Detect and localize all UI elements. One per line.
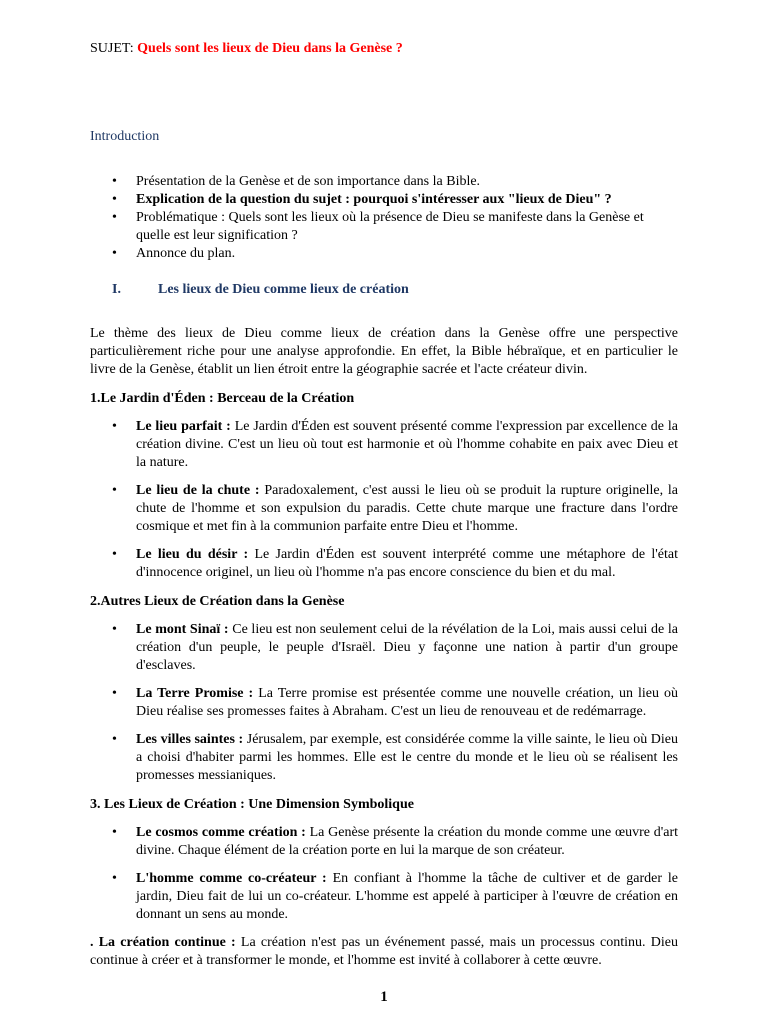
bullet-icon: • — [112, 732, 117, 747]
bullet-icon: • — [112, 622, 117, 637]
bullet-icon: • — [112, 483, 117, 498]
introduction-list — [90, 173, 678, 263]
list-item: • Présentation de la Genèse et de son importance dans la Bible. — [112, 174, 481, 189]
document-page — [90, 40, 678, 970]
list-item: • La Terre Promise : La Terre promise est présentée comme une nouvelle création, un lieu où Dieu réalise ses promesses faites à Abraham. C'est un lieu de renouveau et de redémarrage. — [112, 686, 678, 719]
list-item: • Explication de la question du sujet : pourquoi s'intéresser aux "lieux de Dieu" ? — [112, 192, 612, 207]
subsection-heading-2: 2.Autres Lieux de Création dans la Genèse — [90, 594, 345, 609]
subsection-heading-3: 3. Les Lieux de Création : Une Dimension Symbolique — [90, 797, 414, 812]
bullet-icon: • — [112, 686, 117, 701]
section-title: Les lieux de Dieu comme lieux de création — [158, 282, 409, 297]
bullet-icon: • — [112, 246, 117, 261]
bullet-icon: • — [112, 210, 117, 225]
introduction-heading: Introduction — [90, 129, 160, 144]
page-number: 1 — [380, 989, 388, 1005]
list-item: • Le lieu parfait : Le Jardin d'Éden est souvent présenté comme l'expression par excellence de la création divine. C'est un lieu où tout est harmonie et où l'homme cohabite en paix avec Dieu et la nature. — [112, 419, 678, 470]
list-item: • Les villes saintes : Jérusalem, par exemple, est considérée comme la ville sainte, le lieu où Dieu a choisi d'habiter parmi les hommes. Elle est le centre du monde et le lieu où se réalisent les promesses messianiques. — [112, 732, 678, 783]
subject-line — [90, 40, 678, 58]
closing-paragraph: . La création continue : La création n'est pas un événement passé, mais un processus continu. Dieu continue à créer et à transformer le monde, et l'homme est invité à collaborer à cette œuvre. — [90, 935, 678, 968]
subject-question: Quels sont les lieux de Dieu dans la Genèse ? — [137, 41, 403, 56]
list-item: • L'homme comme co-créateur : En confiant à l'homme la tâche de cultiver et de garder le jardin, Dieu fait de lui un co-créateur. L'homme est appelé à participer à l'œuvre de création en donnant un sens au monde. — [112, 871, 678, 922]
list-item: • Problématique : Quels sont les lieux où la présence de Dieu se manifeste dans la Genèse et quelle est leur signification ? — [112, 210, 644, 243]
bullet-icon: • — [112, 192, 117, 207]
section-number: I. — [112, 282, 121, 297]
section-intro-paragraph: Le thème des lieux de Dieu comme lieux de création dans la Genèse offre une perspective particulièrement riche pour une analyse approfondie. En effet, la Bible hébraïque, et en particulier le livre de la Genèse, établit un lien étroit entre la géographie sacrée et l'acte créateur divin. — [90, 326, 678, 377]
bullet-icon: • — [112, 419, 117, 434]
list-item: • Le lieu du désir : Le Jardin d'Éden est souvent interprété comme une métaphore de l'état d'innocence originel, un lieu où l'homme n'a pas encore conscience du bien et du mal. — [112, 547, 678, 580]
subsection-list-1 — [90, 418, 678, 582]
list-item: • Le lieu de la chute : Paradoxalement, c'est aussi le lieu où se produit la rupture originelle, la chute de l'homme et son expulsion du paradis. Cette chute marque une fracture dans l'ordre cosmique et met fin à la communion parfaite entre Dieu et l'homme. — [112, 483, 678, 534]
list-item: • Le cosmos comme création : La Genèse présente la création du monde comme une œuvre d'art divine. Chaque élément de la création porte en lui la marque de son créateur. — [112, 825, 679, 858]
bullet-icon: • — [112, 825, 117, 840]
subsection-list-2 — [90, 621, 678, 785]
subsection-heading-1: 1.Le Jardin d'Éden : Berceau de la Création — [90, 391, 355, 406]
subject-label: SUJET: — [90, 41, 138, 56]
bullet-icon: • — [112, 871, 117, 886]
section-heading — [90, 281, 678, 299]
bullet-icon: • — [112, 174, 117, 189]
subsection-list-3 — [90, 824, 678, 924]
list-item: • Le mont Sinaï : Ce lieu est non seulement celui de la révélation de la Loi, mais aussi celui de la création d'un peuple, le peuple d'Israël. Dieu y façonne une nation à partir d'un groupe d'esclaves. — [112, 622, 678, 673]
bullet-icon: • — [112, 547, 117, 562]
list-item: • Annonce du plan. — [112, 246, 236, 261]
